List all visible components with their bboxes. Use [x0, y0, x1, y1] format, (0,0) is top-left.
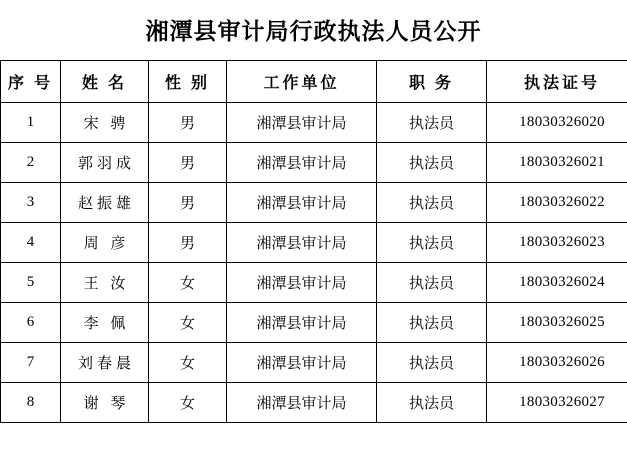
table-row [1, 302, 627, 342]
cell-index: 6 [1, 302, 61, 342]
cell-gender: 男 [149, 182, 227, 222]
cell-gender: 女 [149, 342, 227, 382]
cell-post: 执法员 [377, 262, 487, 302]
cell-gender: 男 [149, 142, 227, 182]
cell-name: 宋 骋 [61, 102, 149, 142]
cell-license: 18030326024 [487, 262, 627, 302]
cell-license: 18030326021 [487, 142, 627, 182]
column-header-gender: 性 别 [149, 60, 227, 102]
cell-gender: 男 [149, 222, 227, 262]
cell-gender: 男 [149, 102, 227, 142]
cell-name: 周 彦 [61, 222, 149, 262]
cell-name: 王 汝 [61, 262, 149, 302]
table-row [1, 102, 627, 142]
cell-name: 刘春晨 [61, 342, 149, 382]
cell-gender: 女 [149, 302, 227, 342]
column-header-name: 姓 名 [61, 60, 149, 102]
cell-unit: 湘潭县审计局 [227, 382, 377, 422]
table-row [1, 222, 627, 262]
cell-unit: 湘潭县审计局 [227, 182, 377, 222]
cell-unit: 湘潭县审计局 [227, 222, 377, 262]
cell-post: 执法员 [377, 222, 487, 262]
table-header-row [1, 60, 627, 102]
cell-index: 4 [1, 222, 61, 262]
cell-index: 1 [1, 102, 61, 142]
cell-unit: 湘潭县审计局 [227, 262, 377, 302]
cell-license: 18030326027 [487, 382, 627, 422]
table-row [1, 182, 627, 222]
cell-license: 18030326025 [487, 302, 627, 342]
cell-post: 执法员 [377, 382, 487, 422]
cell-post: 执法员 [377, 142, 487, 182]
column-header-unit: 工作单位 [227, 60, 377, 102]
cell-gender: 女 [149, 262, 227, 302]
cell-name: 郭羽成 [61, 142, 149, 182]
cell-license: 18030326023 [487, 222, 627, 262]
cell-name: 李 佩 [61, 302, 149, 342]
cell-license: 18030326020 [487, 102, 627, 142]
cell-post: 执法员 [377, 182, 487, 222]
law-enforcement-personnel-table [0, 60, 627, 423]
cell-index: 5 [1, 262, 61, 302]
cell-index: 7 [1, 342, 61, 382]
cell-unit: 湘潭县审计局 [227, 342, 377, 382]
cell-index: 8 [1, 382, 61, 422]
column-header-license: 执法证号 [487, 60, 627, 102]
cell-name: 赵振雄 [61, 182, 149, 222]
cell-gender: 女 [149, 382, 227, 422]
cell-unit: 湘潭县审计局 [227, 102, 377, 142]
cell-license: 18030326022 [487, 182, 627, 222]
cell-post: 执法员 [377, 342, 487, 382]
cell-unit: 湘潭县审计局 [227, 302, 377, 342]
cell-unit: 湘潭县审计局 [227, 142, 377, 182]
cell-name: 谢 琴 [61, 382, 149, 422]
column-header-index: 序 号 [1, 60, 61, 102]
table-row [1, 342, 627, 382]
cell-post: 执法员 [377, 302, 487, 342]
cell-index: 3 [1, 182, 61, 222]
column-header-post: 职 务 [377, 60, 487, 102]
table-row [1, 382, 627, 422]
cell-post: 执法员 [377, 102, 487, 142]
page-title: 湘潭县审计局行政执法人员公开 [145, 19, 482, 44]
table-row [1, 262, 627, 302]
table-row [1, 142, 627, 182]
cell-license: 18030326026 [487, 342, 627, 382]
cell-index: 2 [1, 142, 61, 182]
